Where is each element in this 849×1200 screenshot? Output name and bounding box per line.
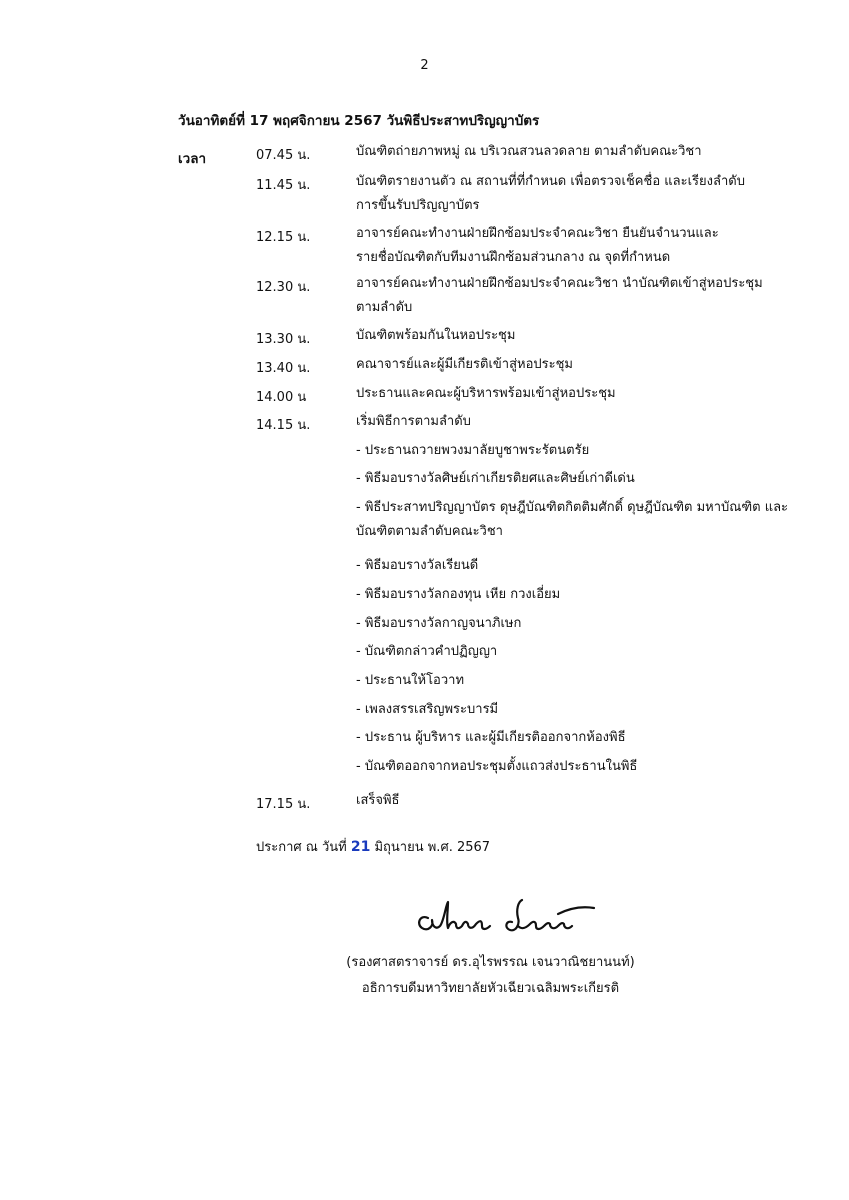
ceremony-line: - บัณฑิตกล่าวคำปฏิญญา [356,644,498,659]
description-line: บัณฑิตพร้อมกันในหอประชุม [356,328,516,343]
ceremony-line: - บัณฑิตออกจากหอประชุมตั้งแถวส่งประธานในพิธี [356,759,638,774]
announcement [256,836,490,857]
ceremony-item [356,698,816,722]
time-label: เวลา [178,151,207,167]
description-line: อาจารย์คณะทำงานฝ่ายฝึกซ้อมประจำคณะวิชา นำบัณฑิตเข้าสู่หอประชุม [356,276,763,291]
schedule-time: 13.30 น. [256,332,311,347]
schedule-time: 11.45 น. [256,178,311,193]
schedule-time: 14.15 น. [256,418,311,433]
ceremony-line: - พิธีมอบรางวัลกาญจนาภิเษก [356,616,522,631]
schedule-description [356,170,811,218]
ceremony-line: - ประธาน ผู้บริหาร และผู้มีเกียรติออกจากห้องพิธี [356,730,626,745]
description-line: บัณฑิตรายงานตัว ณ สถานที่ที่กำหนด เพื่อตรวจเช็คชื่อ และเรียงลำดับ [356,174,745,189]
description-line: การขึ้นรับปริญญาบัตร [356,198,480,213]
schedule-time: 13.40 น. [256,361,311,376]
page-number: 2 [420,58,429,73]
description-line: อาจารย์คณะทำงานฝ่ายฝึกซ้อมประจำคณะวิชา ยืนยันจำนวนและ [356,226,719,241]
announcement-prefix: ประกาศ ณ วันที่ [256,840,351,855]
schedule-time: 07.45 น. [256,148,311,163]
ceremony-item [356,496,816,544]
ceremony-line: - ประธานให้โอวาท [356,673,465,688]
schedule-description [356,353,811,377]
schedule-time: 17.15 น. [256,797,311,812]
announcement-day: 21 [350,839,371,855]
ceremony-line: - เพลงสรรเสริญพระบารมี [356,702,499,717]
ceremony-item [356,612,816,636]
ceremony-item [356,669,816,693]
ceremony-line: - ประธานถวายพวงมาลัยบูชาพระรัตนตรัย [356,443,590,458]
schedule-time: 14.00 น [256,390,307,405]
description-line: เสร็จพิธี [356,793,400,808]
ceremony-item [356,726,816,750]
ceremony-line: - พิธีมอบรางวัลศิษย์เก่าเกียรติยศและศิษย์เก่าดีเด่น [356,471,635,486]
schedule-description [356,789,811,813]
description-line: เริ่มพิธีการตามลำดับ [356,414,471,429]
schedule-description [356,410,811,434]
description-line: คณาจารย์และผู้มีเกียรติเข้าสู่หอประชุม [356,357,573,372]
ceremony-item [356,755,816,779]
ceremony-line: - พิธีมอบรางวัลกองทุน เหีย กวงเอี่ยม [356,587,561,602]
signer-name: (รองศาสตราจารย์ ดร.อุไรพรรณ เจนวาณิชยานนท์) [346,955,635,970]
ceremony-item [356,439,816,463]
ceremony-line: - พิธีประสาทปริญญาบัตร ดุษฎีบัณฑิตกิตติมศักดิ์ ดุษฎีบัณฑิต มหาบัณฑิต และ [356,500,789,515]
ceremony-line: บัณฑิตตามลำดับคณะวิชา [356,524,503,539]
ceremony-item [356,583,816,607]
schedule-time: 12.30 น. [256,280,311,295]
document-heading: วันอาทิตย์ที่ 17 พฤศจิกายน 2567 วันพิธีประสาทปริญญาบัตร [178,113,540,129]
ceremony-line: - พิธีมอบรางวัลเรียนดี [356,558,479,573]
announcement-suffix: มิถุนายน พ.ศ. 2567 [370,840,491,855]
schedule-description [356,382,811,406]
schedule-time: 12.15 น. [256,230,311,245]
ceremony-item [356,467,816,491]
schedule-description [356,324,811,348]
description-line: บัณฑิตถ่ายภาพหมู่ ณ บริเวณสวนลวดลาย ตามลำดับคณะวิชา [356,144,702,159]
ceremony-item [356,640,816,664]
description-line: ประธานและคณะผู้บริหารพร้อมเข้าสู่หอประชุม [356,386,616,401]
signer-position: อธิการบดีมหาวิทยาลัยหัวเฉียวเฉลิมพระเกียรติ [361,981,620,996]
signer-block [0,950,849,1002]
description-line: รายชื่อบัณฑิตกับทีมงานฝึกซ้อมส่วนกลาง ณ จุดที่กำหนด [356,250,671,265]
schedule-description [356,272,811,320]
signature [410,896,596,938]
schedule-description [356,222,811,270]
ceremony-item [356,554,816,578]
description-line: ตามลำดับ [356,300,413,315]
schedule-description [356,140,811,164]
